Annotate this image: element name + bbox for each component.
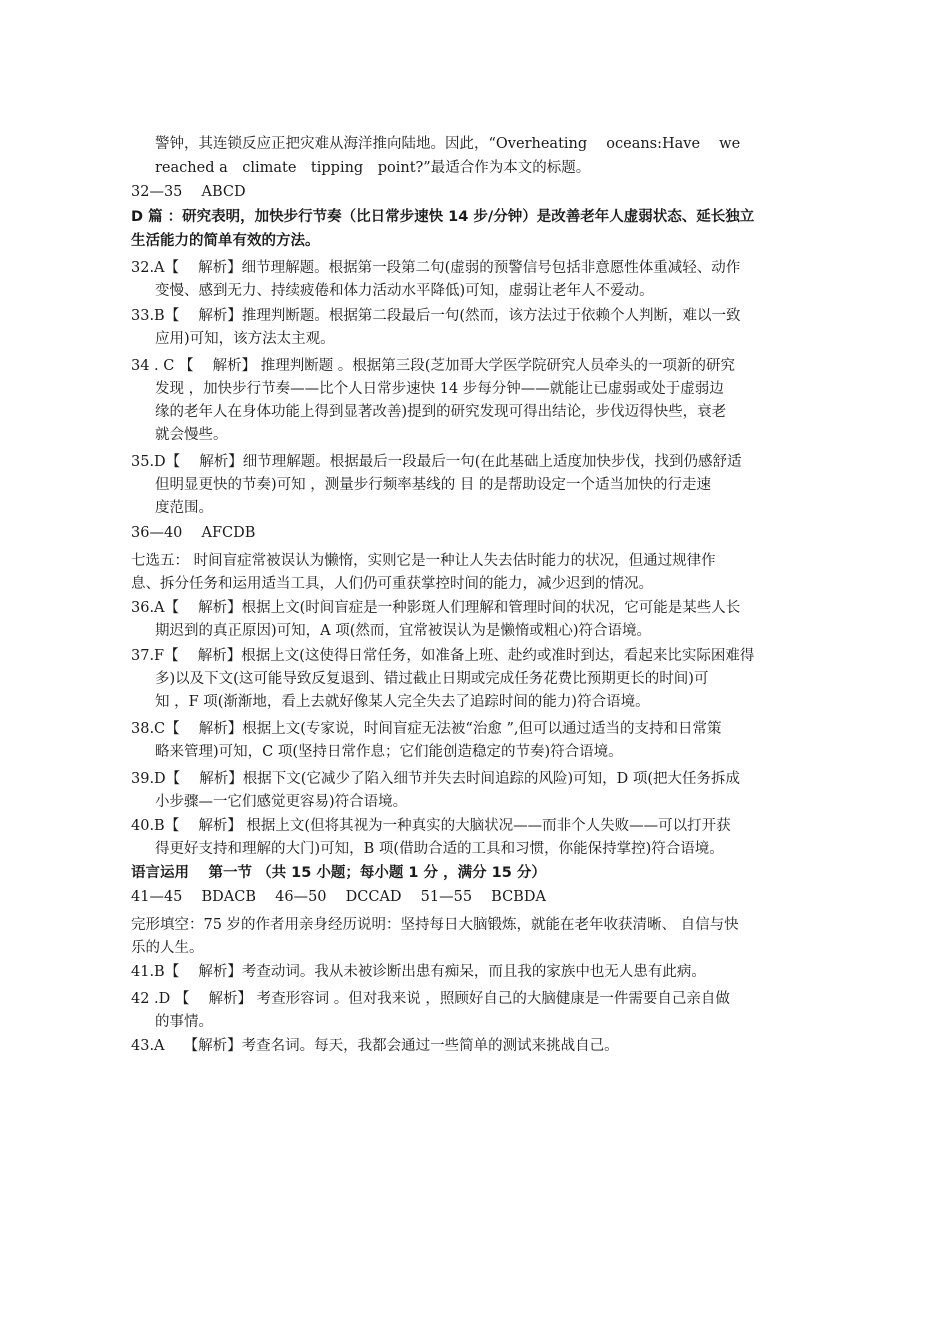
text-line: reached a climate tipping point?”最适合作为本文的标题。 — [155, 160, 591, 176]
seven-choose-five-summary: 七选五： 时间盲症常被误认为懒惰，实则它是一种让人失去估时能力的状况，但通过规律作 — [131, 553, 716, 569]
passage-d-summary: 生活能力的简单有效的方法。 — [131, 233, 320, 249]
text-line: 警钟，其连锁反应正把灾难从海洋推向陆地。因此，“Overheating oceans:Have we — [155, 136, 741, 152]
text-line: 小步骤—一它们感觉更容易)符合语境。 — [155, 794, 408, 810]
text-line: 应用)可知，该方法太主观。 — [155, 331, 335, 347]
explanation-36: 36.A【 解析】根据上文(时间盲症是一种影斑人们理解和管理时间的状况，它可能是某些人长 — [131, 600, 741, 616]
text-line: 的事情。 — [155, 1014, 213, 1030]
explanation-33: 33.B【 解析】推理判断题。根据第二段最后一句(然而，该方法过于依赖个人判断，难以一致 — [131, 308, 741, 324]
text-line: 就会慢些。 — [155, 427, 228, 443]
text-line: 缘的老年人在身体功能上得到显著改善)提到的研究发现可得出结论，步伐迈得快些，衰老 — [155, 404, 727, 420]
text-line: 知 ，F 项(渐渐地，看上去就好像某人完全失去了追踪时间的能力)符合语境。 — [155, 694, 650, 710]
section-heading-language-use: 语言运用 第一节 （共 15 小题；每小题 1 分 ，满分 15 分） — [131, 865, 546, 881]
answer-key-36-40: 36—40 AFCDB — [131, 525, 256, 541]
text-line: 变慢、感到无力、持续疲倦和体力活动水平降低)可知，虚弱让老年人不爱动。 — [155, 283, 654, 299]
text-line: 得更好支持和理解的大门)可知，B 项(借助合适的工具和习惯，你能保持掌控)符合语境。 — [155, 841, 724, 857]
cloze-summary: 完形填空：75 岁的作者用亲身经历说明：坚持每日大脑锻炼，就能在老年收获清晰、 自信与快 — [131, 917, 739, 933]
explanation-37: 37.F【 解析】根据上文(这使得日常任务，如准备上班、赴约或准时到达，看起来比实际困难得 — [131, 648, 755, 664]
text-line: 乐的人生。 — [131, 940, 204, 956]
text-line: 期迟到的真正原因)可知，A 项(然而，宜常被误认为是懒惰或粗心)符合语境。 — [155, 623, 652, 639]
text-line: 度范围。 — [155, 500, 213, 516]
explanation-34: 34 . C 【 解析】 推理判断题 。根据第三段(芝加哥大学医学院研究人员牵头的一项新的研究 — [131, 358, 735, 374]
answer-key-32-35: 32—35 ABCD — [131, 184, 246, 200]
explanation-38: 38.C【 解析】根据上文(专家说，时间盲症无法被“治愈 ”,但可以通过适当的支持和日常策 — [131, 721, 722, 737]
explanation-42: 42 .D 【 解析】 考查形容词 。但对我来说 ，照顾好自己的大脑健康是一件需要自己亲自做 — [131, 991, 730, 1007]
explanation-35: 35.D【 解析】细节理解题。根据最后一段最后一句(在此基础上适度加快步伐，找到仍感舒适 — [131, 454, 742, 470]
text-line: 但明显更快的节奏)可知 ，测量步行频率基线的 目 的是帮助设定一个适当加快的行走速 — [155, 477, 711, 493]
explanation-40: 40.B【 解析】 根据上文(但将其视为一种真实的大脑状况——而非个人失败——可以打开获 — [131, 818, 731, 834]
answer-key-41-55: 41—45 BDACB 46—50 DCCAD 51—55 BCBDA — [131, 889, 546, 905]
explanation-43: 43.A 【解析】考查名词。每天，我都会通过一些简单的测试来挑战自己。 — [131, 1038, 619, 1054]
explanation-32: 32.A【 解析】细节理解题。根据第一段第二句(虚弱的预警信号包括非意愿性体重减轻、动作 — [131, 260, 741, 276]
text-line: 略来管理)可知，C 项(坚持日常作息；它们能创造稳定的节奏)符合语境。 — [155, 744, 623, 760]
text-line: 发现 ，加快步行节奏——比个人日常步速快 14 步每分钟——就能让已虚弱或处于虚弱边 — [155, 381, 724, 397]
explanation-39: 39.D【 解析】根据下文(它减少了陷入细节并失去时间追踪的风险)可知，D 项(把大任务拆成 — [131, 771, 740, 787]
text-line: 多)以及下文(这可能导致反复退到、错过截止日期或完成任务花费比预期更长的时间)可 — [155, 671, 709, 687]
text-line: 息、拆分任务和运用适当工具，人们仍可重获掌控时间的能力，减少迟到的情况。 — [131, 576, 653, 592]
explanation-41: 41.B【 解析】考查动词。我从未被诊断出患有痴呆，而且我的家族中也无人患有此病。 — [131, 964, 706, 980]
passage-d-summary: D 篇 ：研究表明，加快步行节奏（比日常步速快 14 步/分钟）是改善老年人虚弱状态、延长独立 — [131, 209, 755, 225]
